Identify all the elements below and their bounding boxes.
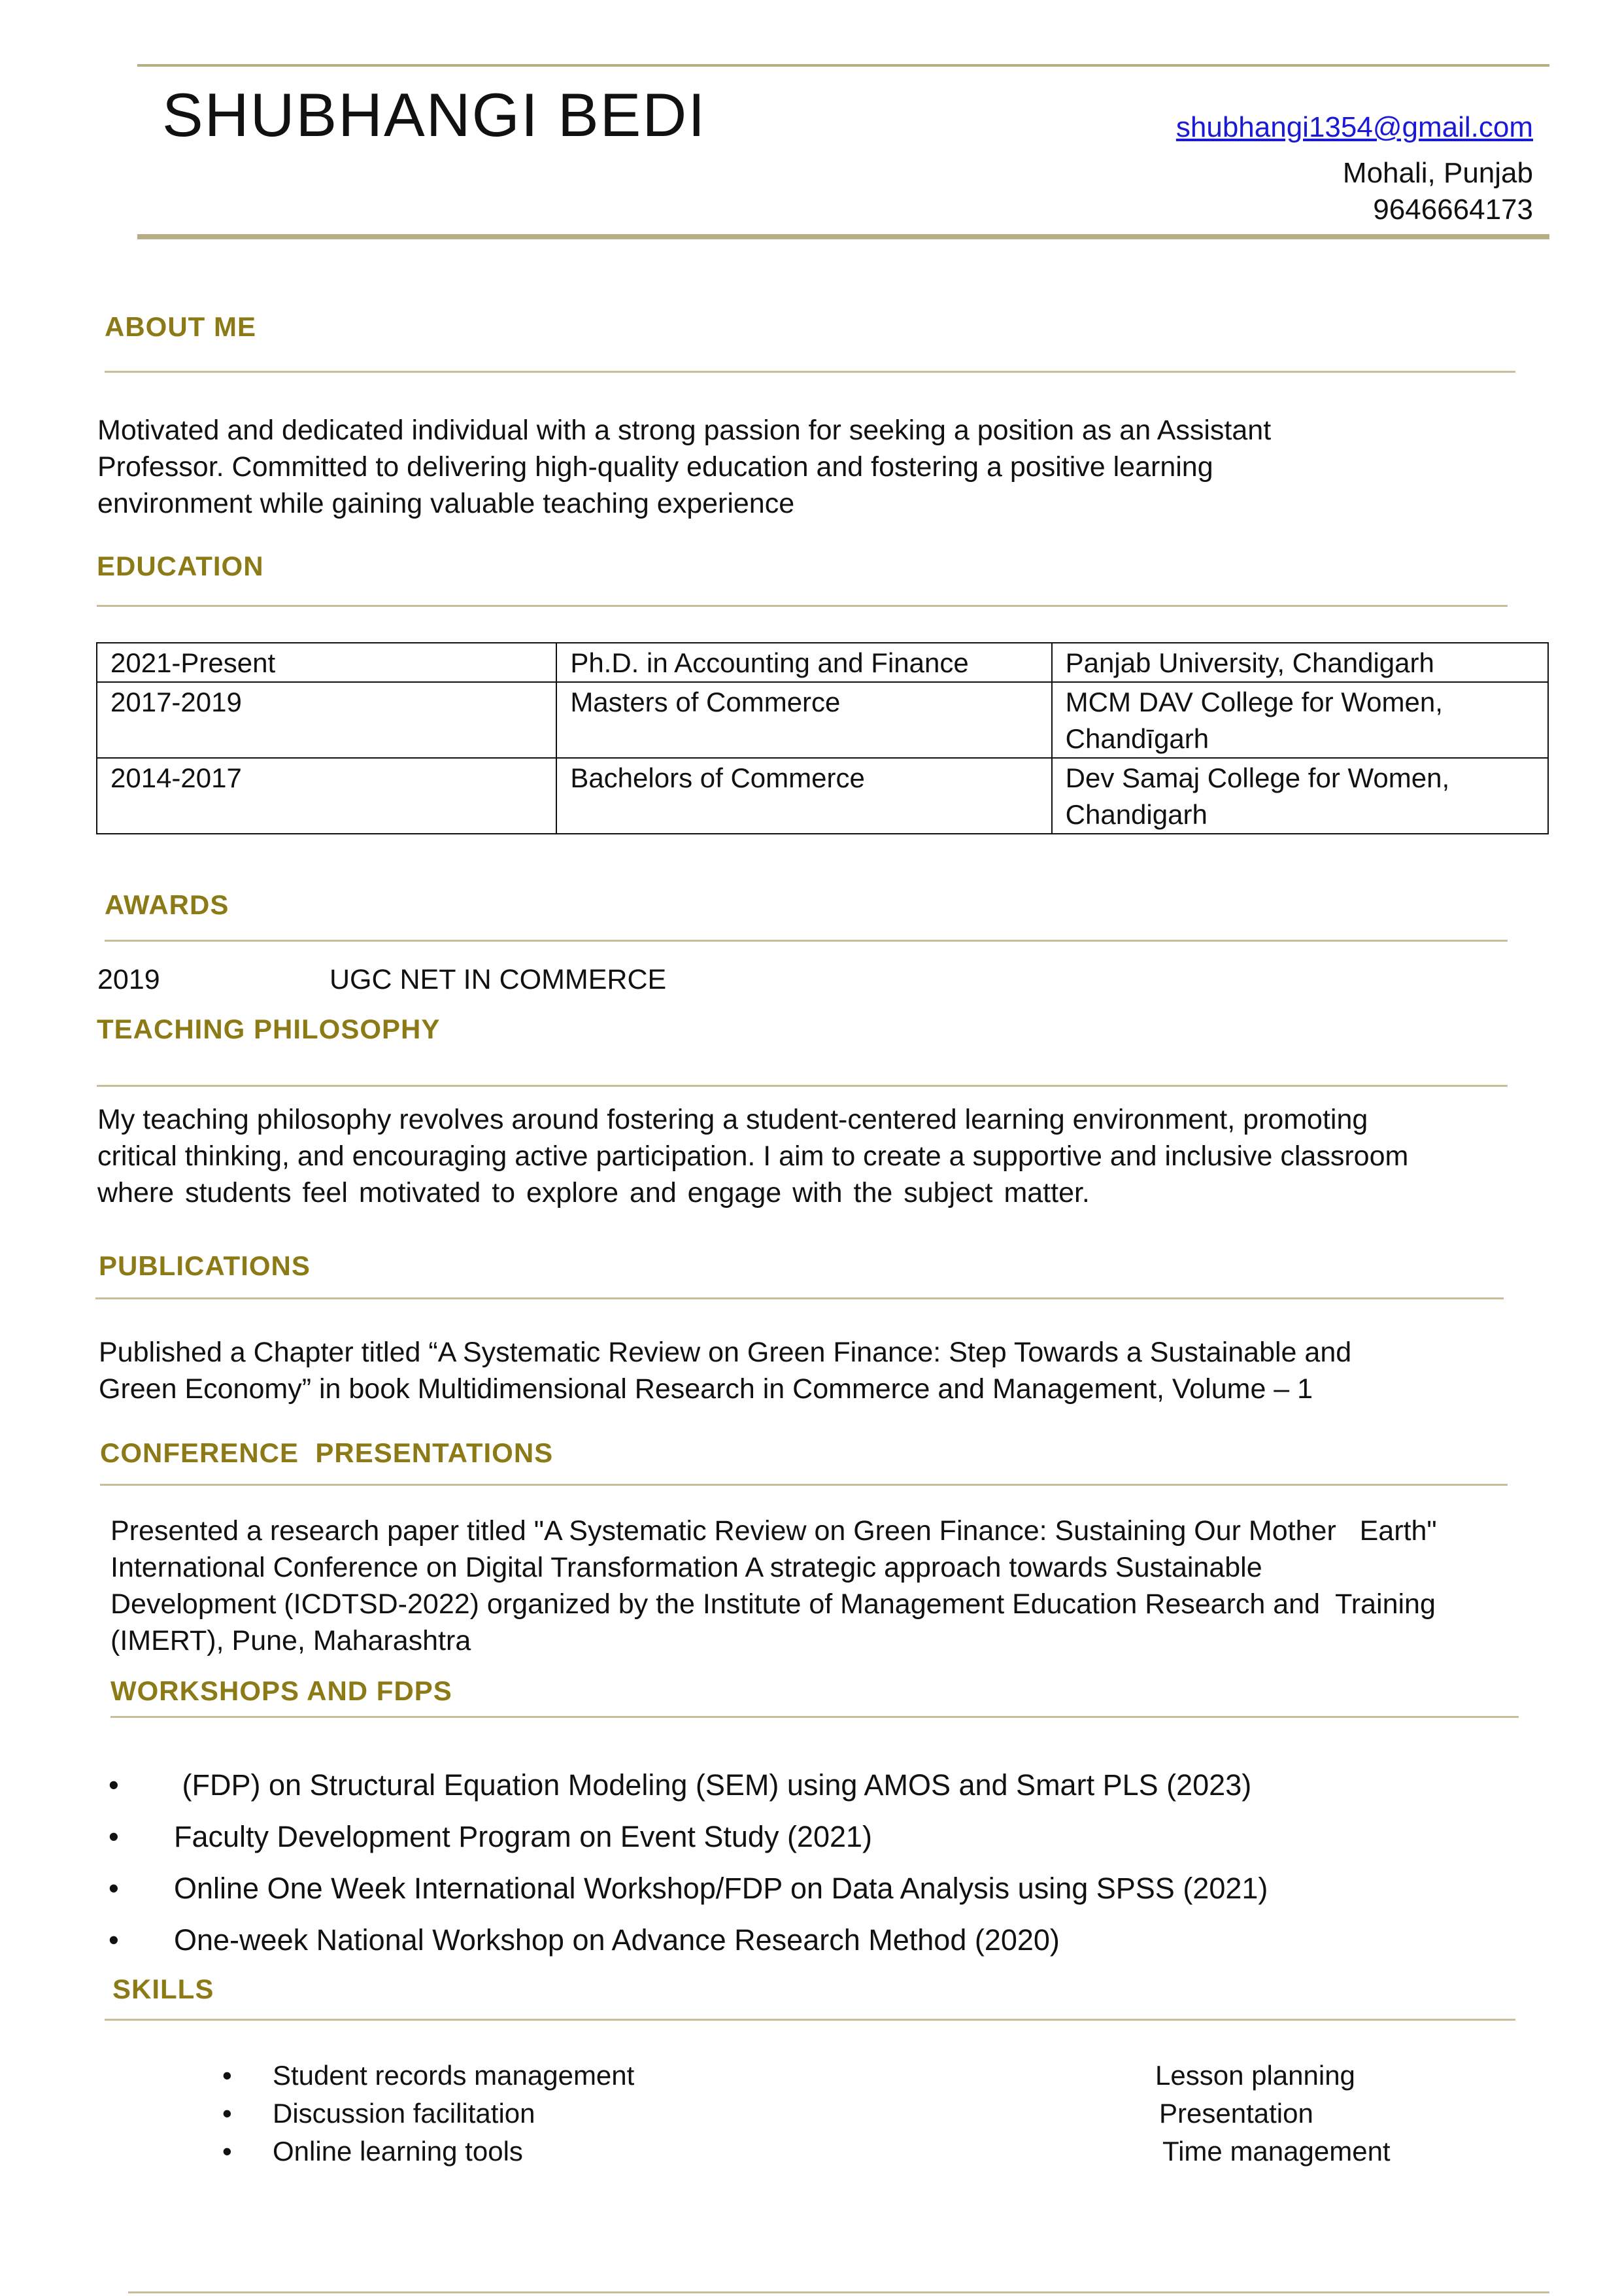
teaching-line: My teaching philosophy revolves around fostering a student-centered learning environment, promoting bbox=[97, 1104, 1368, 1135]
bullet: • bbox=[222, 2136, 232, 2167]
institution-line: Dev Samaj College for Women, bbox=[1065, 762, 1450, 793]
institution-line: Chandīgarh bbox=[1065, 723, 1209, 754]
conferences-paragraph bbox=[110, 1513, 1523, 1659]
table-row bbox=[97, 643, 1548, 682]
publications-paragraph bbox=[99, 1334, 1490, 1407]
education-institution bbox=[1052, 682, 1548, 758]
bullet: • bbox=[222, 2060, 232, 2091]
list-item bbox=[109, 1921, 1534, 1972]
teaching-line: where students feel motivated to explore and engage with the subject matter. bbox=[97, 1177, 1090, 1208]
skill-item: Time management bbox=[1162, 2136, 1391, 2167]
skill-item: Presentation bbox=[1159, 2098, 1313, 2129]
section-heading-education: EDUCATION bbox=[97, 551, 264, 581]
education-years: 2014-2017 bbox=[97, 758, 556, 834]
education-rule bbox=[97, 605, 1508, 607]
skill-item: Online learning tools bbox=[273, 2136, 523, 2167]
teaching-line: critical thinking, and encouraging active participation. I aim to create a supportive and inclusive classroom bbox=[97, 1140, 1409, 1172]
list-item bbox=[109, 1817, 1534, 1869]
section-heading-teaching: TEACHING PHILOSOPHY bbox=[97, 1014, 441, 1044]
publication-line: Green Economy” in book Multidimensional Research in Commerce and Management, Volume – 1 bbox=[99, 1373, 1313, 1405]
about-line: environment while gaining valuable teaching experience bbox=[97, 488, 795, 519]
phone-text: 9646664173 bbox=[1373, 194, 1533, 226]
publication-line: Published a Chapter titled “A Systematic Review on Green Finance: Step Towards a Sustainable and bbox=[99, 1337, 1352, 1368]
teaching-rule bbox=[97, 1085, 1508, 1087]
conferences-rule bbox=[100, 1484, 1508, 1486]
teaching-paragraph bbox=[97, 1101, 1516, 1211]
awards-rule bbox=[105, 940, 1508, 942]
bullet: • bbox=[109, 1923, 119, 1957]
workshop-text: Online One Week International Workshop/FDP on Data Analysis using SPSS (2021) bbox=[174, 1872, 1268, 1905]
about-paragraph bbox=[97, 412, 1434, 522]
skill-item: Student records management bbox=[273, 2060, 635, 2091]
location-text: Mohali, Punjab bbox=[1342, 157, 1533, 189]
conference-line: (IMERT), Pune, Maharashtra bbox=[110, 1625, 471, 1656]
table-row bbox=[97, 682, 1548, 758]
section-heading-about: ABOUT ME bbox=[105, 311, 256, 342]
education-years: 2017-2019 bbox=[97, 682, 556, 758]
education-degree: Ph.D. in Accounting and Finance bbox=[556, 643, 1051, 682]
email-link[interactable]: shubhangi1354@gmail.com bbox=[1175, 111, 1533, 143]
institution-line: Chandigarh bbox=[1065, 799, 1208, 830]
about-line: Motivated and dedicated individual with a strong passion for seeking a position as an Assistant bbox=[97, 415, 1272, 446]
conference-line: International Conference on Digital Transformation A strategic approach towards Sustainable bbox=[110, 1552, 1262, 1583]
conference-line: Presented a research paper titled "A Systematic Review on Green Finance: Sustaining Our Mother Earth" bbox=[110, 1515, 1437, 1547]
workshop-text: One-week National Workshop on Advance Research Method (2020) bbox=[174, 1923, 1060, 1957]
institution-line: Panjab University, Chandigarh bbox=[1065, 647, 1434, 678]
section-heading-workshops: WORKSHOPS AND FDPS bbox=[110, 1675, 452, 1706]
education-institution bbox=[1052, 758, 1548, 834]
workshop-text: (FDP) on Structural Equation Modeling (SEM) using AMOS and Smart PLS (2023) bbox=[174, 1768, 1252, 1802]
table-row bbox=[97, 758, 1548, 834]
workshop-list bbox=[109, 1766, 1534, 1972]
skills-rule bbox=[105, 2019, 1515, 2021]
skill-item: Lesson planning bbox=[1155, 2060, 1355, 2091]
skill-item: Discussion facilitation bbox=[273, 2098, 535, 2129]
footer-rule bbox=[128, 2291, 1549, 2293]
header-top-rule bbox=[137, 64, 1549, 67]
education-degree: Masters of Commerce bbox=[556, 682, 1051, 758]
list-item bbox=[109, 1766, 1534, 1817]
award-title: UGC NET IN COMMERCE bbox=[329, 964, 667, 995]
bullet: • bbox=[109, 1872, 119, 1905]
bullet: • bbox=[222, 2098, 232, 2129]
conference-line: Development (ICDTSD-2022) organized by the Institute of Management Education Research and Training bbox=[110, 1588, 1436, 1620]
education-degree: Bachelors of Commerce bbox=[556, 758, 1051, 834]
workshops-rule bbox=[110, 1716, 1519, 1718]
education-institution bbox=[1052, 643, 1548, 682]
education-table bbox=[96, 642, 1549, 834]
bullet: • bbox=[109, 1768, 119, 1802]
section-heading-publications: PUBLICATIONS bbox=[99, 1250, 311, 1281]
section-heading-skills: SKILLS bbox=[112, 1974, 214, 2004]
header-bottom-rule bbox=[137, 234, 1549, 239]
about-rule bbox=[105, 371, 1515, 373]
list-item bbox=[109, 1869, 1534, 1921]
about-line: Professor. Committed to delivering high-quality education and fostering a positive learning bbox=[97, 451, 1213, 483]
publications-rule bbox=[95, 1297, 1504, 1299]
bullet: • bbox=[109, 1820, 119, 1853]
candidate-name: SHUBHANGI BEDI bbox=[162, 80, 707, 149]
institution-line: MCM DAV College for Women, bbox=[1065, 687, 1443, 717]
workshop-text: Faculty Development Program on Event Study (2021) bbox=[174, 1820, 873, 1853]
award-year: 2019 bbox=[97, 964, 160, 995]
section-heading-awards: AWARDS bbox=[105, 889, 229, 920]
section-heading-conferences: CONFERENCE PRESENTATIONS bbox=[100, 1437, 554, 1468]
education-years: 2021-Present bbox=[97, 643, 556, 682]
